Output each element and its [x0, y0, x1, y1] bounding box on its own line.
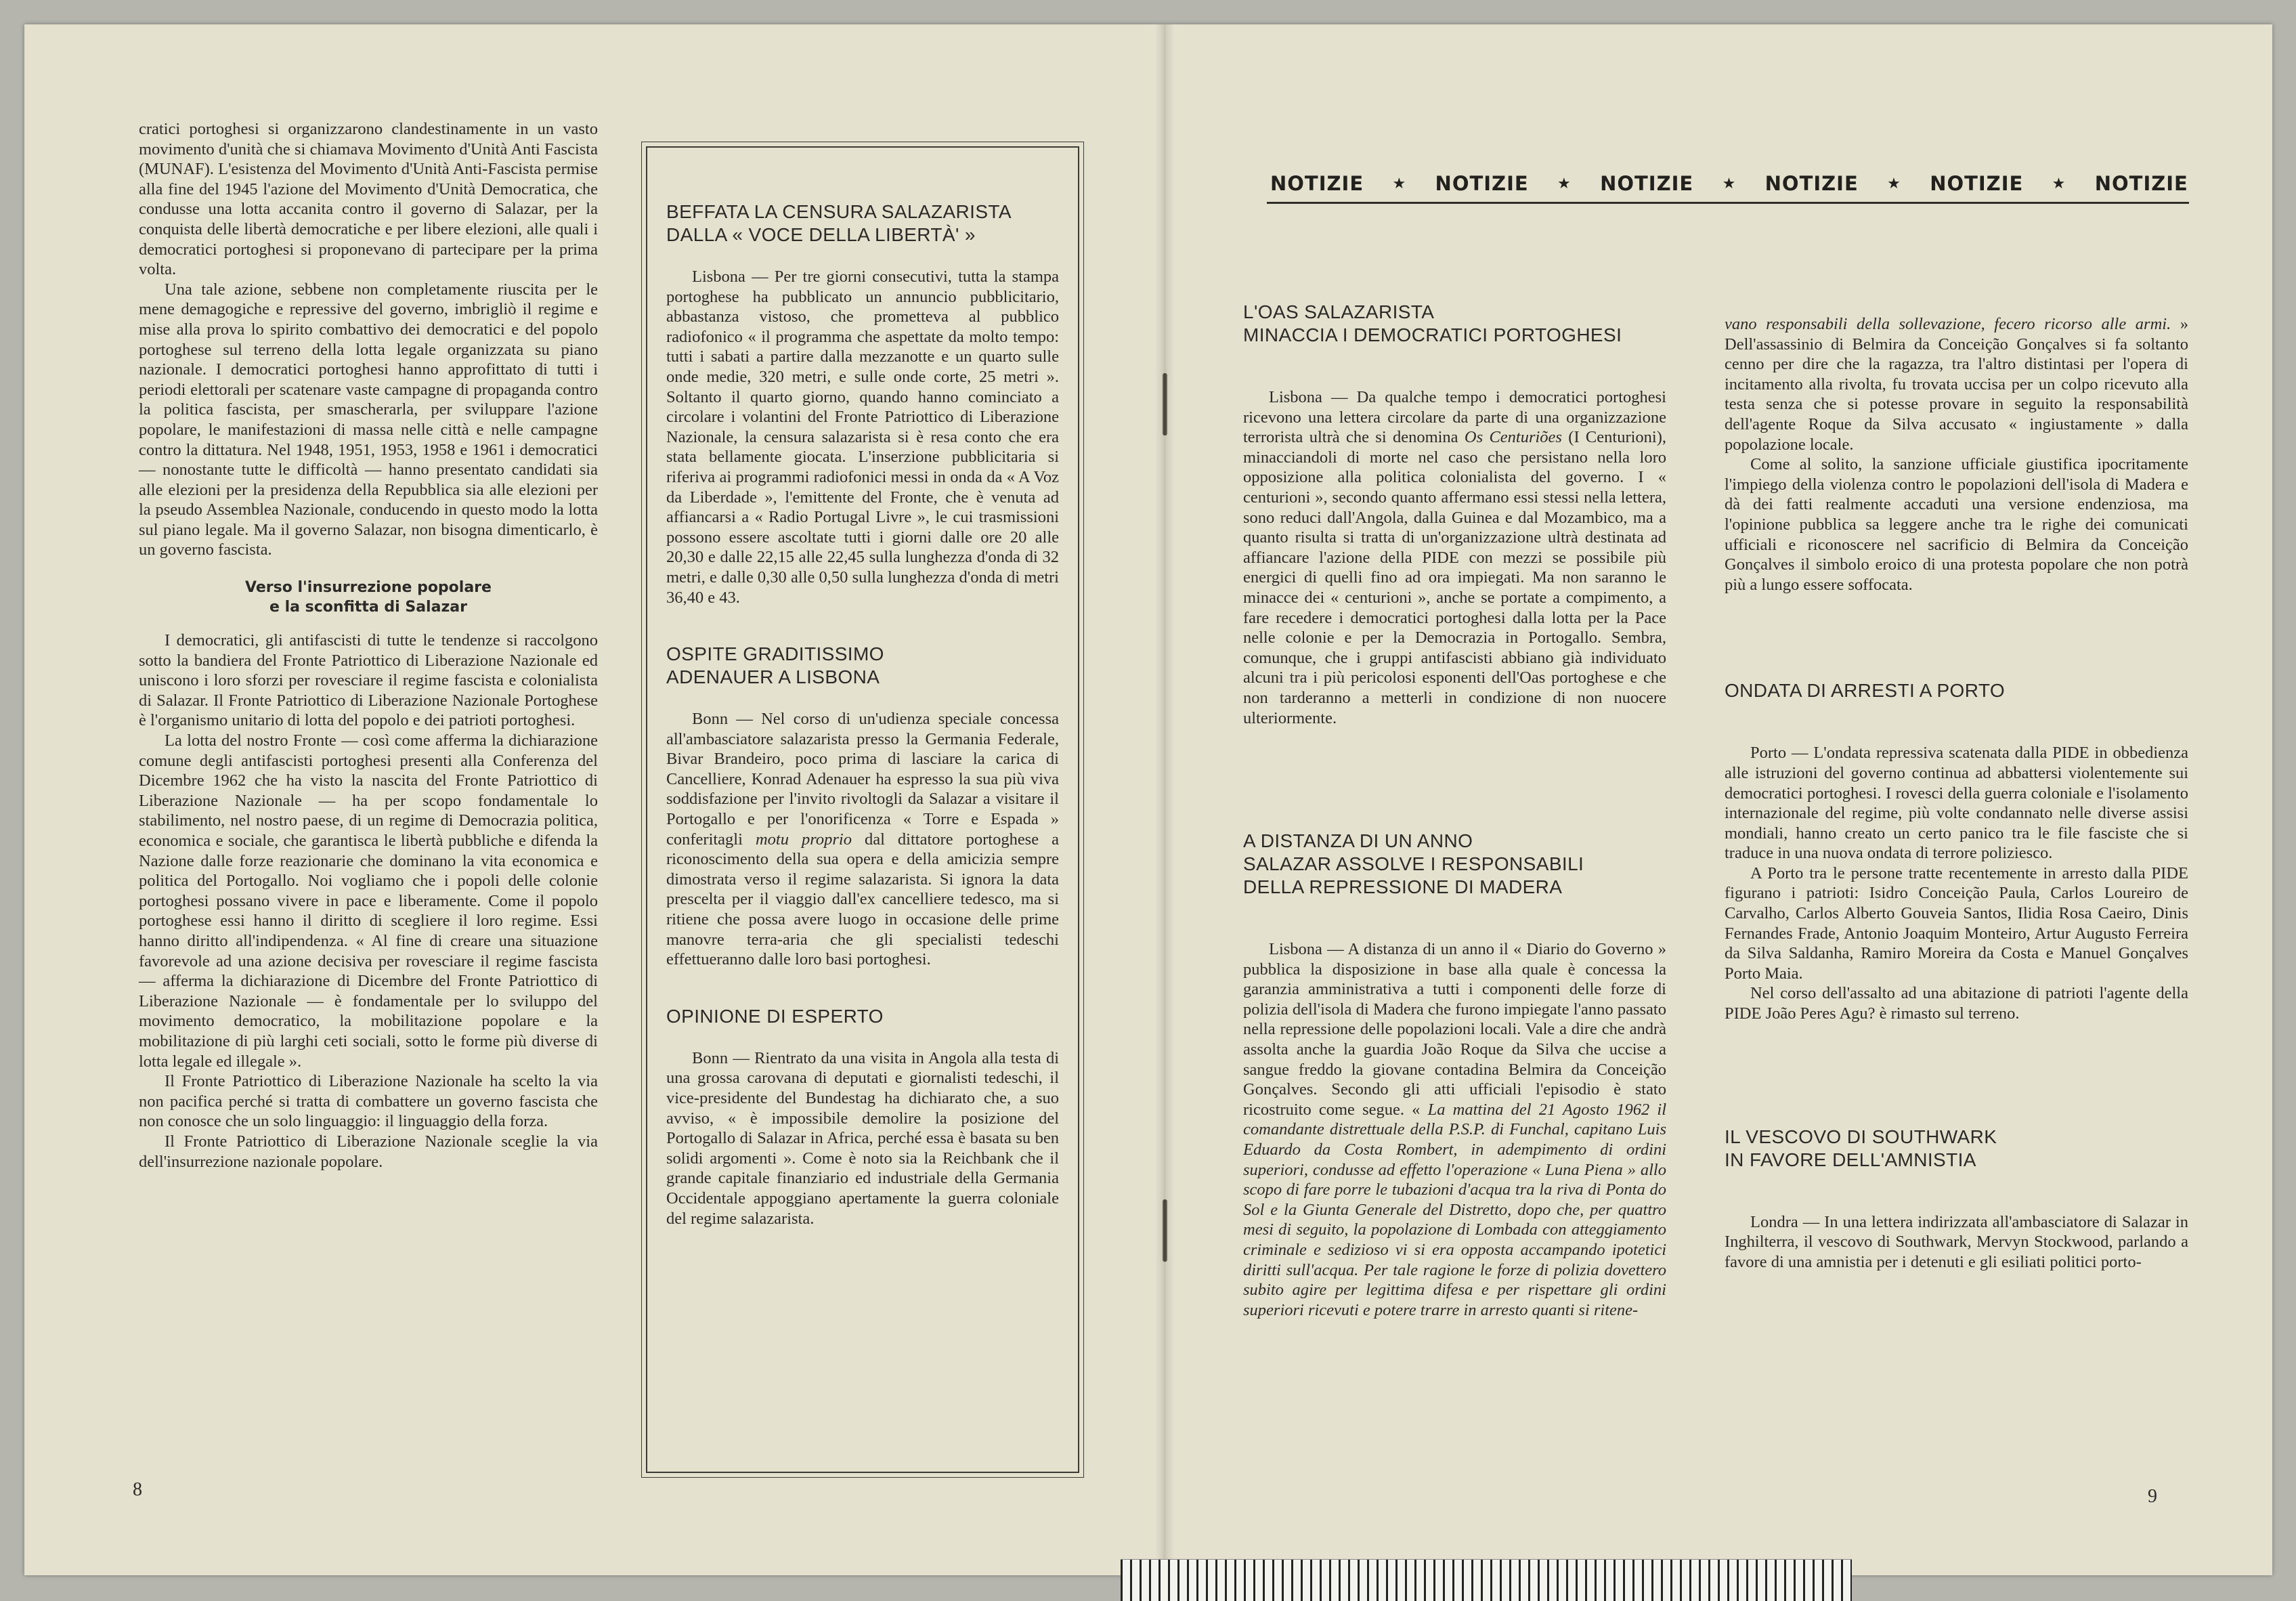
body-text: dal dittatore portoghese a riconoscimento della sua opera e della amicizia sempre dimostrata verso il regime salazarista. Si ignora la data prescelta per il viaggio dall'ex cancelliere tedesco, ma si ritiene che possa avere luogo in occasione delle prime manovre terra-aria che gli specialisti tedeschi effettueranno dalle loro basi portoghesi.	[666, 830, 1059, 969]
article-body: Porto — L'ondata repressiva scatenata dalla PIDE in obbedienza alle istruzioni del governo continua ad abbattersi violentemente sui democratici portoghesi. I rovesci della guerra coloniale e l'isolamento internazionale del regime, più volte condannato nelle diverse assisi mondiali, hanno creato un certo panico tra le file fasciste che si traduce in una nuova ondata di terrore poliziesco.	[1725, 744, 2188, 863]
article-southwark	[1725, 1126, 2188, 1273]
center-fold	[1155, 24, 1174, 1575]
paragraph: La lotta del nostro Fronte — così come afferma la dichiarazione comune degli antifascisti portoghesi presenti alla Conferenza del Dicembre 1962 che ha visto la nascita del Fronte Patriottico di Liberazione Nazionale — ha per scopo fondamentale lo stabilimento, nel nostro paese, di un regime di Democrazia politica, economica e sociale, che garantisca le libertà pubbliche e difenda la Nazione dalle forze reazionarie che dominano la vita economica e politica del Portogallo. Noi vogliamo che i popoli delle colonie portoghesi possano vivere in pace e liberamente. Come il popolo portoghese essi hanno il diritto di scegliere il loro regime. Essi hanno diritto all'indipendenza. « Al fine di creare una situazione favorevole ad una azione decisiva per rovesciare il regime fascista — afferma la dichiarazione di Dicembre del Fronte Patriottico di Liberazione Nazionale — è fondamentale per lo sviluppo del movimento democratico, la mobilitazione popolare e la mobilitazione di più larghi ceti sociali, sotto le forme più diverse di lotta legale ed illegale ».	[139, 731, 598, 1071]
page-number-right: 9	[2148, 1486, 2157, 1507]
article-censura	[666, 200, 1059, 607]
notizie-header	[1270, 165, 2188, 202]
article-heading: ONDATA DI ARRESTI A PORTO	[1725, 680, 2006, 702]
italic-text: vano responsabili della sollevazione, fecero ricorso alle armi.	[1725, 315, 2171, 333]
article-heading	[1725, 1126, 2188, 1172]
staple-top	[1163, 373, 1167, 435]
notizie-label: NOTIZIE	[1600, 172, 1694, 195]
heading-line: A DISTANZA DI UN ANNO	[1243, 830, 1473, 852]
scale-ruler	[1121, 1559, 1852, 1601]
heading-line: OSPITE GRADITISSIMO	[666, 643, 884, 665]
star-icon: ★	[1392, 175, 1407, 192]
paragraph	[1725, 314, 2188, 454]
star-icon: ★	[1557, 175, 1572, 192]
paragraph: Come al solito, la sanzione ufficiale giustifica ipocritamente l'impiego della violenza contro le popolazioni dell'isola di Madera e dà dei fatti realmente accaduti una versione endenziosa, ma l'opinione pubblica sa leggere anche tra le righe dei comunicati ufficiali e riconoscere nel sacrificio di Belmira da Conceição Gonçalves il simbolo eroico di una protesta popolare che non potrà più a lungo essere soffocata.	[1725, 455, 2188, 594]
body-text: Lisbona — A distanza di un anno il « Diario do Governo » pubblica la disposizione in base alla quale è concessa la garanzia amministrativa a tutti i componenti delle forze di polizia dell'isola di Madera che furono impiegate l'anno passato nella repressione delle popolazioni locali. Vale a dire che andrà assolta anche la guardia João Roque da Silva che uccise a sangue freddo la giovane contadina Belmira da Conceição Gonçalves. Secondo gli atti ufficiali l'episodio è stato ricostruito come segue. «	[1243, 940, 1666, 1119]
article-body: Londra — In una lettera indirizzata all'ambasciatore di Salazar in Inghilterra, il vescovo di Southwark, Mervyn Stockwood, parlando a favore di una amnistia per i detenuti e gli esiliati politici porto-	[1725, 1212, 2188, 1271]
article-adenauer	[666, 643, 1059, 970]
heading-line: DELLA REPRESSIONE DI MADERA	[1243, 876, 1563, 898]
left-column	[139, 119, 598, 1172]
page-number-left: 8	[133, 1479, 142, 1500]
body-text: Bonn — Nel corso di un'udienza speciale concessa all'ambasciatore salazarista presso la Germania Federale, Bivar Brandeiro, poco prima di lasciare la carica di Cancelliere, Konrad Adenauer ha espresso la sua più viva soddisfazione per l'invito rivoltogli da Salazar a visitare il Portogallo e per l'onorificenza « Torre e Espada » conferitagli	[666, 710, 1059, 849]
heading-line: IN FAVORE DELL'AMNISTIA	[1725, 1149, 1976, 1170]
article-body: Lisbona — Per tre giorni consecutivi, tutta la stampa portoghese ha pubblicato un annuncio pubblicitario, abbastanza vistoso, che prometteva al pubblico radiofonico « il programma che aspettate da molto tempo: tutti i sabati a partire dalla mezzanotte e un quarto sulle onde medie, 320 metri, e sulle onde corte, 25 metri ». Soltanto il quarto giorno, quando hanno cominciato a circolare i volantini del Fronte Patriottico di Liberazione Nazionale, la censura salazarista si è resa conto che era stata bellamente giocata. L'inserzione pubblicitaria si riferiva ai programmi radiofonici messi in onda da « A Voz da Liberdade », l'emittente del Fronte, che è venuta ad affiancarsi a « Radio Portugal Livre », le cui trasmissioni possono essere ascoltate tutti i giorni dalle ore 20 alle 20,30 e dalle 22,15 alle 22,45 sulla lunghezza d'onda di 32 metri, e dalle 0,30 alle 0,50 sulla lunghezza d'onda di metri 36,40 e 43.	[666, 268, 1059, 607]
header-rule	[1267, 202, 2189, 204]
article-heading	[666, 643, 1059, 689]
subhead-line: Verso l'insurrezione popolare	[245, 579, 492, 597]
heading-line: DALLA « VOCE DELLA LIBERTÀ' »	[666, 224, 976, 245]
article-body: A Porto tra le persone tratte recentemente in arresto dalla PIDE figurano i patrioti: Isidro Conceição Paula, Carlos Loureiro de Carvalho, Carlos Alberto Gouveia Santos, Ilidia Rosa Caeiro, Dinis Fernandes Frade, Antonio Joaquim Monteiro, Artur Augusto Ferreira da Silva Saldanha, Ramiro Moreira da Costa e Manuel Gonçalves Porto Maia.	[1725, 863, 2188, 983]
article-oas	[1243, 301, 1666, 728]
heading-line: BEFFATA LA CENSURA SALAZARISTA	[666, 201, 1012, 222]
section-subhead	[139, 578, 598, 617]
news-box	[646, 146, 1079, 1473]
article-body	[1243, 387, 1666, 728]
notizie-label: NOTIZIE	[1270, 172, 1364, 195]
notizie-label: NOTIZIE	[1764, 172, 1859, 195]
heading-line: L'OAS SALAZARISTA	[1243, 301, 1435, 322]
heading-line: SALAZAR ASSOLVE I RESPONSABILI	[1243, 853, 1584, 875]
paragraph: Una tale azione, sebbene non completamente riuscita per le mene demagogiche e repressive del governo, imbrigliò il regime e mise alla prova lo spirito combattivo dei democratici e del popolo portoghese sul terreno della lotta legale organizzata su piano nazionale. I democratici portoghesi hanno approfittato di tutti i periodi elettorali per scatenare vaste campagne di propaganda contro la politica fascista, per smascherarla, per sviluppare l'azione popolare, le manifestazioni di massa nelle città e nelle campagne contro la dittatura. Nel 1948, 1951, 1953, 1958 e 1961 i democratici — nonostante tutte le difficoltà — hanno presentato candidati sia alle elezioni per la presidenza della Repubblica sia alle elezioni per la pseudo Assemblea Nazionale, conducendo in questo modo la lotta sul piano legale. Ma il governo Salazar, non bisogna dimenticarlo, è un governo fascista.	[139, 280, 598, 559]
article-heading	[666, 1005, 1059, 1028]
staple-bottom	[1163, 1199, 1167, 1262]
heading-line: MINACCIA I DEMOCRATICI PORTOGHESI	[1243, 324, 1622, 345]
article-madera	[1243, 830, 1666, 1320]
right-column-1	[1243, 301, 1666, 1355]
italic-text: La mattina del 21 Agosto 1962 il comandante distrettuale della P.S.P. di Funchal, capitano Luis Eduardo da Costa Rombert, in adempimento di ordini superiori, condusse ad effetto l'operazione « Luna Piena » allo scopo di fare porre le tubazioni d'acqua tra la riva di Ponta do Sol e la Giunta Generale del Distretto, dopo che, per quattro mesi di seguito, la popolazione di Lombada con atteggiamento criminale e sedizioso vi si era opposta accampando ipotetici diritti sull'acqua. Per tale ragione le forze di polizia dovettero subito agire per legittima difesa e per rispettare gli ordini superiori ricevuti e potere trarre in arresto quanti si ritene-	[1243, 1100, 1666, 1319]
subhead-line: e la sconfitta di Salazar	[269, 599, 467, 616]
article-heading	[1243, 830, 1666, 899]
notizie-label: NOTIZIE	[1435, 172, 1529, 195]
paragraph: cratici portoghesi si organizzarono clandestinamente in un vasto movimento d'unità che si chiamava Movimento d'Unità Anti Fascista (MUNAF). L'esistenza del Movimento d'Unità Anti-Fascista permise alla fine del 1945 l'azione del Movimento d'Unità Democratica, che condusse una lotta accanita contro il governo di Salazar, per la conquista delle libertà democratiche e per libere elezioni, alle quali i democratici portoghesi si proponevano di partecipare per la prima volta.	[139, 120, 598, 279]
magazine-spread	[24, 24, 2272, 1575]
heading-line: ADENAUER A LISBONA	[666, 666, 880, 688]
article-body: Nel corso dell'assalto ad una abitazione di patrioti l'agente della PIDE João Peres Agu? è rimasto sul terreno.	[1725, 984, 2188, 1023]
box-column	[666, 200, 1059, 1264]
article-body	[666, 709, 1059, 970]
article-heading	[666, 200, 1059, 247]
paragraph: Il Fronte Patriottico di Liberazione Nazionale ha scelto la via non pacifica perché si tratta di combattere un governo fascista che non conosce che un solo linguaggio: il linguaggio della forza.	[139, 1072, 598, 1131]
article-body: Bonn — Rientrato da una visita in Angola alla testa di una grossa carovana di deputati e giornalisti tedeschi, il vice-presidente del Bundestag ha dichiarato che, a suo avviso, « è impossibile demolire la posizione del Portogallo di Salazar in Africa, perché essa è basata su ben solidi argomenti ». Come è noto sia la Reichbank che il grande capitale finanziario ed industriale della Germania Occidentale appoggiano apertamente la guerra coloniale del regime salazarista.	[666, 1048, 1059, 1228]
article-heading	[1243, 301, 1666, 347]
star-icon: ★	[1887, 175, 1901, 192]
star-icon: ★	[1722, 175, 1737, 192]
article-body	[1243, 939, 1666, 1320]
body-text: Lisbona — Da qualche tempo i democratici portoghesi ricevono una lettera circolare da parte di una organizzazione terrorista ultrà che si denomina	[1243, 388, 1666, 447]
article-porto	[1725, 679, 2188, 1023]
paragraph: I democratici, gli antifascisti di tutte le tendenze si raccolgono sotto la bandiera del Fronte Patriottico di Liberazione Nazionale ed uniscono i loro sforzi per rovesciare il regime fascista e colonialista di Salazar. Il Fronte Patriottico di Liberazione Nazionale Portoghese è l'organismo unitario di lotta del popolo e dei patrioti portoghesi.	[139, 631, 598, 730]
body-text: (I Centurioni), minacciandoli di morte nel caso che persistano nella loro opposizione alla politica colonialista del governo. I « centurioni », secondo quanto affermano essi stessi nella lettera, sono reduci dall'Angola, dalla Guinea e dal Mozambico, ma a quanto risulta si tratta di un'organizzazione ultrà destinata ad affiancare l'azione della PIDE con mezzi se possibile più energici di quelli fino ad ora impiegati. Ma non saranno le minacce dei « centurioni », anche se portate a compimento, a fare recedere i democratici portoghesi dalla lotta per la Pace nelle colonie e per la Democrazia in Portogallo. Sembra, comunque, che i gruppi antifascisti abbiano già individuato alcuni tra i più pericolosi esponenti dell'Oas portoghese e che non tarderanno a metterli in condizione di non nuocere ulteriormente.	[1243, 428, 1667, 727]
heading-line: OPINIONE DI ESPERTO	[666, 1005, 884, 1027]
right-column-2	[1725, 314, 2188, 1307]
italic-text: motu proprio	[755, 830, 852, 849]
body-text: » Dell'assassinio di Belmira da Conceição Gonçalves si fa soltanto cenno per dire che la ragazza, tra l'altro distintasi per l'opera di incitamento alla rivolta, fu trovata uccisa per un colpo ricevuto alla testa senza che si potesse provare in seguito la responsabilità dell'agente Roque da Silva accusato « ingiustamente » dalla popolazione locale.	[1725, 315, 2189, 454]
notizie-label: NOTIZIE	[1930, 172, 2024, 195]
star-icon: ★	[2052, 175, 2066, 192]
heading-line: IL VESCOVO DI SOUTHWARK	[1725, 1126, 1997, 1147]
italic-text: Os Centuriões	[1464, 428, 1562, 447]
notizie-label: NOTIZIE	[2094, 172, 2188, 195]
article-opinione	[666, 1005, 1059, 1229]
paragraph: Il Fronte Patriottico di Liberazione Nazionale sceglie la via dell'insurrezione nazionale popolare.	[139, 1132, 598, 1171]
